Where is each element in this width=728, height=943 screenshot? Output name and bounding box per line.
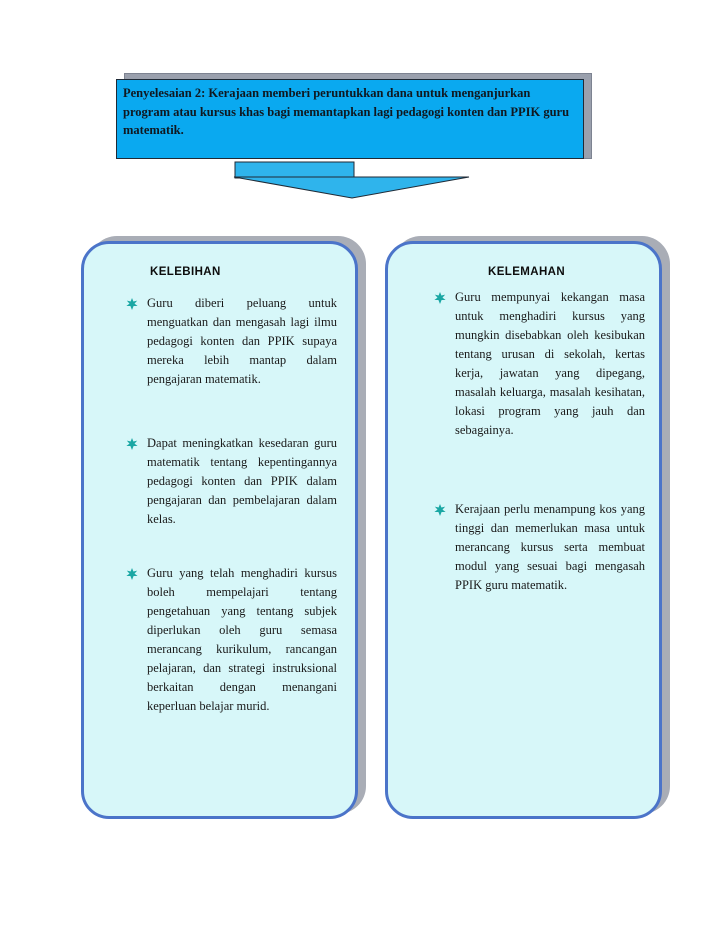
list-item: [434, 288, 645, 440]
list-item: [126, 294, 337, 389]
kelemahan-title: KELEMAHAN: [488, 266, 566, 278]
down-arrow-icon: [232, 160, 472, 200]
starburst-bullet-icon: [434, 504, 446, 516]
starburst-bullet-icon: [434, 292, 446, 304]
kelebihan-title: KELEBIHAN: [150, 266, 221, 278]
kelebihan-panel: [81, 241, 358, 819]
header-text: Penyelesaian 2: Kerajaan memberi peruntukkan dana untuk menganjurkan program atau kursus khas bagi memantapkan lagi pedagogi konten dan PPIK guru matematik.: [123, 86, 570, 137]
starburst-bullet-icon: [126, 568, 138, 580]
list-item: [126, 434, 337, 529]
list-item-text: Guru yang telah menghadiri kursus boleh mempelajari tentang pengetahuan yang tentang subjek diperlukan oleh guru semasa merancang kurikulum, rancangan pelajaran, dan strategi instruksional berkaitan dengan menangani keperluan belajar murid.: [147, 566, 337, 713]
list-item-text: Dapat meningkatkan kesedaran guru matematik tentang kepentingannya pedagogi konten dan PPIK dalam pengajaran dan pembelajaran dalam kelas.: [147, 436, 337, 526]
starburst-bullet-icon: [126, 298, 138, 310]
kelemahan-panel: [385, 241, 662, 819]
list-item-text: Guru diberi peluang untuk menguatkan dan mengasah lagi ilmu pedagogi konten dan PPIK supaya mereka lebih mantap dalam pengajaran matematik.: [147, 296, 337, 386]
list-item-text: Kerajaan perlu menampung kos yang tinggi dan memerlukan masa untuk merancang kursus serta membuat modul yang sesuai bagi mengasah PPIK guru matematik.: [455, 502, 645, 592]
list-item: [126, 564, 337, 716]
header-box: [116, 79, 584, 159]
starburst-bullet-icon: [126, 438, 138, 450]
list-item-text: Guru mempunyai kekangan masa untuk menghadiri kursus yang mungkin disebabkan oleh kesibukan tentang urusan di sekolah, kertas kerja, jawatan yang dipegang, masalah keluarga, masalah kesihatan, lokasi program yang jauh dan sebagainya.: [455, 290, 645, 437]
list-item: [434, 500, 645, 595]
